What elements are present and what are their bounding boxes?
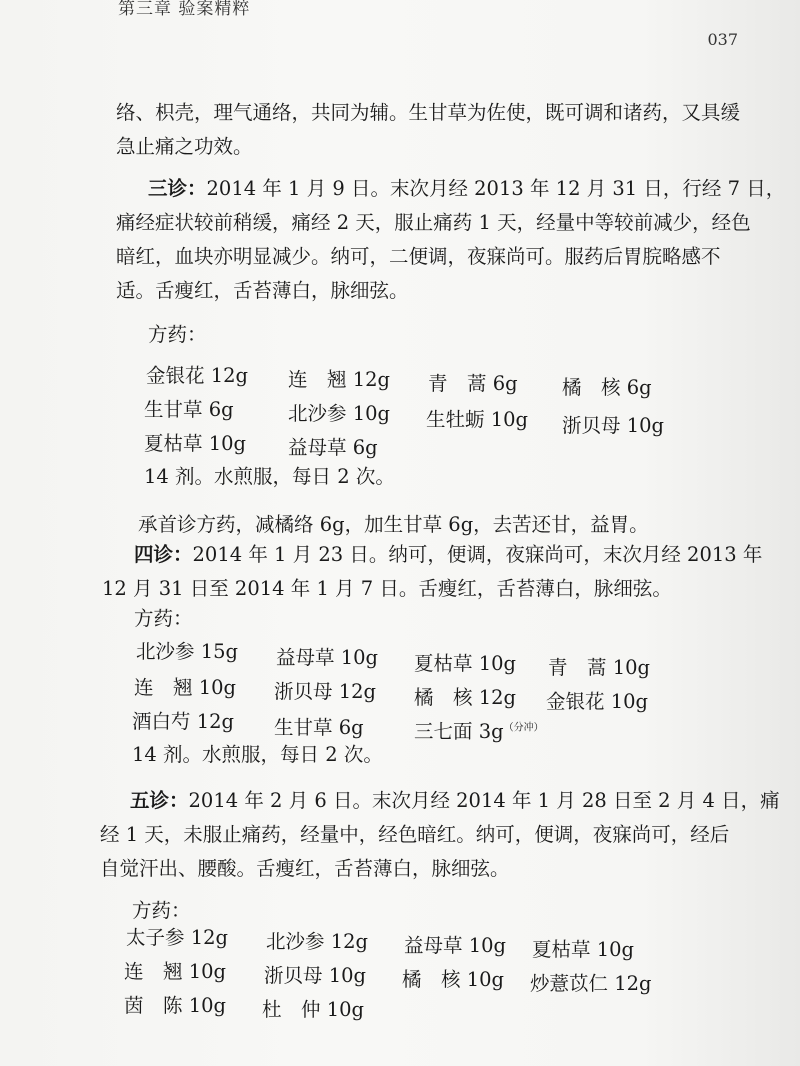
visit4-rx-label: 方药： <box>134 607 193 630</box>
visit3-herb: 益母草 6g <box>288 436 378 459</box>
visit4-herb: 金银花 10g <box>546 690 648 713</box>
visit3-herb: 连 翘 12g <box>288 368 390 391</box>
para1-line-1: 络、枳壳，理气通络，共同为辅。生甘草为佐使，既可调和诸药，又具缓 <box>116 101 741 124</box>
visit5-herb: 浙贝母 10g <box>264 964 366 987</box>
visit5-herb: 益母草 10g <box>404 934 506 957</box>
visit5-first-line <box>130 784 780 818</box>
visit5-herb: 太子参 12g <box>126 926 228 949</box>
visit5-herb: 夏枯草 10g <box>532 938 634 961</box>
visit4-dosage: 14 剂。水煎服，每日 2 次。 <box>132 743 383 766</box>
visit4-herb: 青 蒿 10g <box>548 656 650 679</box>
visit4-herb: 三七面 3g <box>414 720 504 743</box>
visit4-herb: 橘 核 12g <box>414 686 516 709</box>
visit4-first-line <box>134 538 762 572</box>
visit3-herb: 北沙参 10g <box>288 402 390 425</box>
visit3-line-3: 暗红，血块亦明显减少。纳可，二便调，夜寐尚可。服药后胃脘略感不 <box>116 245 721 268</box>
visit4-line-2: 12 月 31 日至 2014 年 1 月 7 日。舌瘦红，舌苔薄白，脉细弦。 <box>102 577 672 600</box>
running-head: 第三章 验案精粹 <box>118 0 251 19</box>
visit3-note: 承首诊方药，减橘络 6g，加生甘草 6g，去苦还甘，益胃。 <box>138 513 649 536</box>
visit4-herb: 生甘草 6g <box>274 716 364 739</box>
visit5-herb: 炒薏苡仁 12g <box>530 972 652 995</box>
visit3-first-line <box>148 172 785 206</box>
visit5-herb: 连 翘 10g <box>124 960 226 983</box>
visit4-herb: 浙贝母 12g <box>274 680 376 703</box>
visit3-label: 三诊： <box>148 177 207 200</box>
visit5-line-1: 2014 年 2 月 6 日。末次月经 2014 年 1 月 28 日至 2 月 4 日，痛 <box>188 789 780 812</box>
visit4-herb: 酒白芍 12g <box>132 710 234 733</box>
visit3-herb: 夏枯草 10g <box>144 432 246 455</box>
visit4-herb: 益母草 10g <box>276 646 378 669</box>
para1-line-2: 急止痛之功效。 <box>116 135 253 158</box>
visit3-herb: 橘 核 6g <box>562 376 652 399</box>
visit3-line-2: 痛经症状较前稍缓，痛经 2 天，服止痛药 1 天，经量中等较前减少，经色 <box>116 211 751 234</box>
visit5-herb: 橘 核 10g <box>402 968 504 991</box>
visit3-herb: 青 蒿 6g <box>428 372 518 395</box>
visit4-line-1: 2014 年 1 月 23 日。纳可，便调，夜寐尚可，末次月经 2013 年 <box>192 543 763 566</box>
visit3-herb: 金银花 12g <box>146 364 248 387</box>
visit5-herb: 茵 陈 10g <box>124 994 226 1017</box>
visit5-rx-label: 方药： <box>132 899 191 922</box>
visit5-herb: 杜 仲 10g <box>262 998 364 1021</box>
visit3-line-1: 2014 年 1 月 9 日。末次月经 2013 年 12 月 31 日，行经 7 日， <box>206 177 786 200</box>
visit5-label: 五诊： <box>130 789 189 812</box>
visit3-herb: 浙贝母 10g <box>562 414 664 437</box>
visit3-herb: 生牡蛎 10g <box>426 408 528 431</box>
visit4-herb-note: （分冲） <box>503 722 544 734</box>
visit4-herb: 夏枯草 10g <box>414 652 516 675</box>
visit4-herb-with-note <box>414 716 544 744</box>
visit4-herb: 北沙参 15g <box>136 640 238 663</box>
visit3-line-4: 适。舌瘦红，舌苔薄白，脉细弦。 <box>116 279 409 302</box>
visit4-herb: 连 翘 10g <box>134 676 236 699</box>
visit3-rx-label: 方药： <box>148 323 207 346</box>
page-number: 037 <box>707 30 738 49</box>
visit5-herb: 北沙参 12g <box>266 930 368 953</box>
visit3-dosage: 14 剂。水煎服，每日 2 次。 <box>144 465 395 488</box>
visit3-herb: 生甘草 6g <box>144 398 234 421</box>
visit5-line-3: 自觉汗出、腰酸。舌瘦红，舌苔薄白，脉细弦。 <box>100 857 510 880</box>
visit5-line-2: 经 1 天，未服止痛药，经量中，经色暗红。纳可，便调，夜寐尚可，经后 <box>100 823 730 846</box>
visit4-label: 四诊： <box>134 543 193 566</box>
